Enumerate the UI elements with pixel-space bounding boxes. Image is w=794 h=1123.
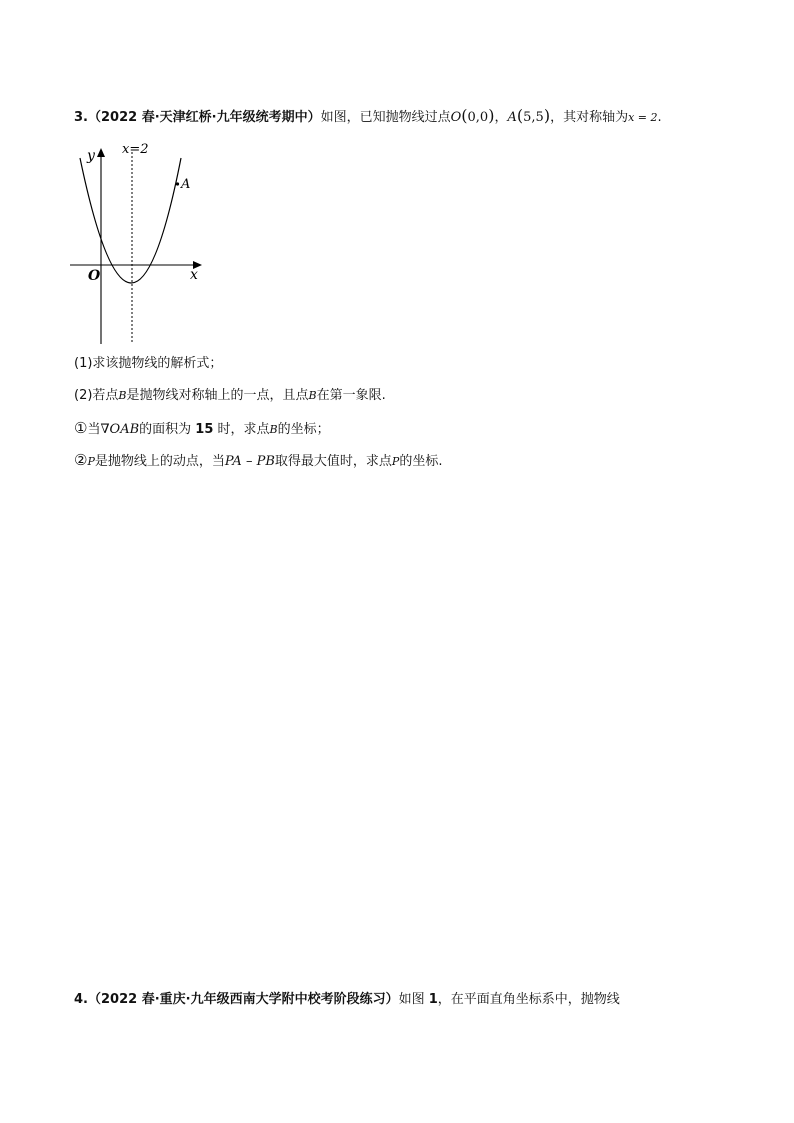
triangle-oab: ∇OAB xyxy=(100,422,140,437)
circled-1-marker: ① xyxy=(74,419,88,437)
point-a-dot xyxy=(176,182,179,185)
part-2-sub-2: ②P是抛物线上的动点，当PA – PB取得最大值时，求点P的坐标. xyxy=(74,451,443,469)
q3-point-o-coords: 0,0 xyxy=(467,110,489,125)
x-axis-label: x xyxy=(190,267,198,283)
part-2: (2)若点B是抛物线对称轴上的一点，且点B在第一象限. xyxy=(74,388,386,403)
q3-axis-equation: x = 2 xyxy=(628,111,658,124)
circled-2-marker: ② xyxy=(74,451,88,469)
q3-point-a: A xyxy=(507,110,517,125)
y-axis-arrow xyxy=(97,148,105,157)
q3-number: 3 xyxy=(74,110,84,125)
symmetry-axis-label: x=2 xyxy=(122,142,149,157)
part-2-sub-1: ①当∇OAB的面积为 15 时，求点B的坐标； xyxy=(74,419,330,437)
q4-source: （2022 春·重庆·九年级西南大学附中校考阶段练习） xyxy=(88,992,399,1007)
part-1: (1)求该抛物线的解析式； xyxy=(74,356,223,371)
q4-number: 4 xyxy=(74,992,84,1007)
q3-stem: 3.（2022 春·天津红桥·九年级统考期中）如图，已知抛物线过点O(0,0)，A(5,5)，其对称轴为x = 2. xyxy=(74,106,662,125)
q3-point-o: O xyxy=(450,110,462,125)
q4-stem: 4.（2022 春·重庆·九年级西南大学附中校考阶段练习）如图 1，在平面直角坐标系中，抛物线 xyxy=(74,992,620,1007)
y-axis-label: y xyxy=(87,148,95,164)
q3-source: （2022 春·天津红桥·九年级统考期中） xyxy=(88,110,321,125)
q3-point-a-coords: 5,5 xyxy=(523,110,544,125)
parabola-figure xyxy=(66,140,206,346)
q3-stem-text: 如图，已知抛物线过点 xyxy=(320,110,451,125)
parabola-curve xyxy=(80,158,181,283)
origin-label: O xyxy=(88,268,101,284)
point-a-label: A xyxy=(181,177,191,192)
pa-minus-pb: PA – PB xyxy=(224,454,275,469)
